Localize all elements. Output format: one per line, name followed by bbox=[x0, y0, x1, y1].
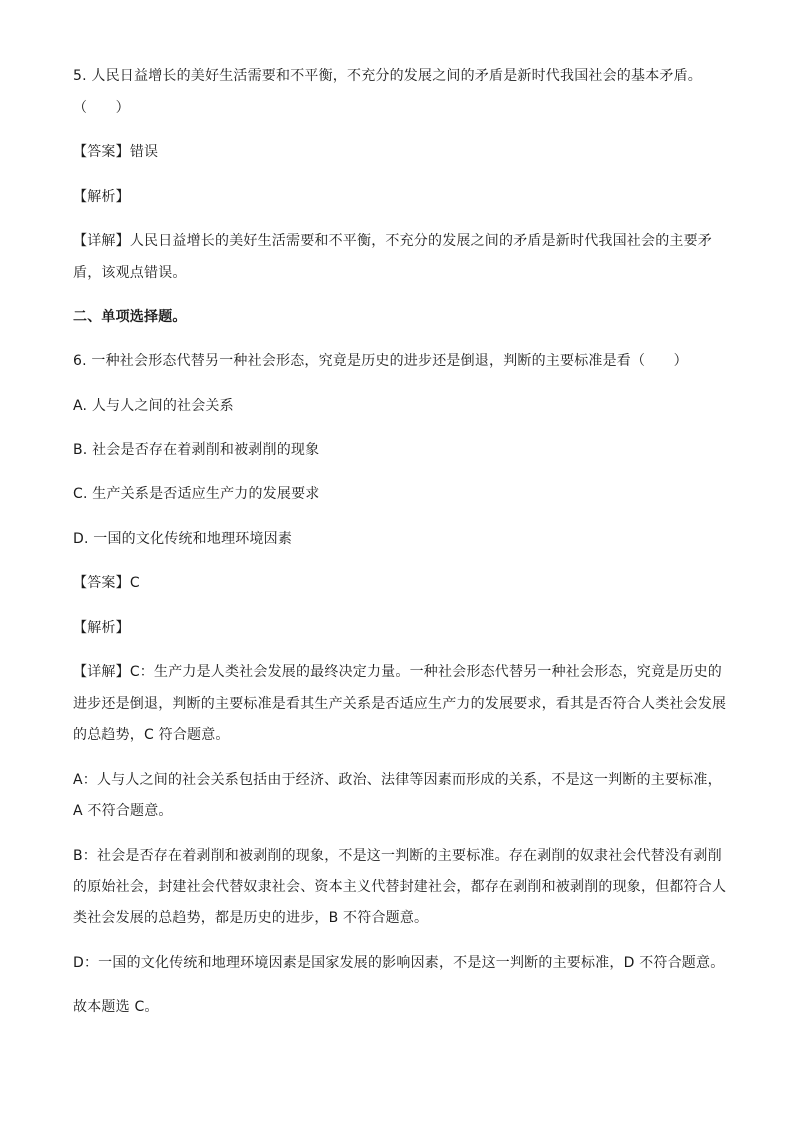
q6-stem: 6. 一种社会形态代替另一种社会形态，究竟是历史的进步还是倒退，判断的主要标准是看（ ） bbox=[73, 353, 688, 369]
detail-label: 【详解】 bbox=[73, 664, 130, 680]
section-title: 二、单项选择题。 bbox=[73, 309, 187, 325]
q6-detail-a-line-1: A：人与人之间的社会关系包括由于经济、政治、法律等因素而形成的关系，不是这一判断的主要标准， bbox=[73, 772, 722, 788]
q6-detail-b-line-2: 的原始社会，封建社会代替奴隶社会、资本主义代替封建社会，都存在剥削和被剥削的现象，但都符合人 bbox=[73, 879, 727, 895]
q6-detail-b-line-3: 类社会发展的总趋势，都是历史的进步，B 不符合题意。 bbox=[73, 910, 429, 926]
q5-analysis-label: 【解析】 bbox=[73, 189, 130, 205]
q6-detail-c-line-1 bbox=[73, 662, 722, 682]
answer-value: C bbox=[129, 575, 140, 591]
q6-detail-d-line: D：一国的文化传统和地理环境因素是国家发展的影响因素，不是这一判断的主要标准，D 不符合题意。 bbox=[73, 955, 725, 971]
q6-detail-a-line-2: A 不符合题意。 bbox=[73, 803, 173, 819]
detail-text: 人民日益增长的美好生活需要和不平衡，不充分的发展之间的矛盾是新时代我国社会的主要矛 bbox=[129, 233, 713, 249]
answer-label: 【答案】 bbox=[73, 575, 130, 591]
q6-conclusion: 故本题选 C。 bbox=[73, 999, 159, 1015]
q5-detail-line-1 bbox=[73, 231, 712, 251]
q5-stem: 5. 人民日益增长的美好生活需要和不平衡，不充分的发展之间的矛盾是新时代我国社会的基本矛盾。 bbox=[73, 68, 703, 84]
q5-detail-line-2: 盾，该观点错误。 bbox=[73, 265, 187, 281]
answer-label: 【答案】 bbox=[73, 144, 130, 160]
q5-answer bbox=[73, 142, 158, 162]
q5-blank: （ ） bbox=[73, 100, 130, 116]
answer-value: 错误 bbox=[129, 144, 159, 160]
q6-detail-c-line-2: 进步还是倒退，判断的主要标准是看其生产关系是否适应生产力的发展要求，看其是否符合人类社会发展 bbox=[73, 696, 727, 712]
q6-detail-b-line-1: B：社会是否存在着剥削和被剥削的现象，不是这一判断的主要标准。存在剥削的奴隶社会代替没有剥削 bbox=[73, 848, 722, 864]
q6-analysis-label: 【解析】 bbox=[73, 620, 130, 636]
q6-answer bbox=[73, 573, 140, 593]
q6-option-a: A. 人与人之间的社会关系 bbox=[73, 398, 234, 414]
q6-option-d: D. 一国的文化传统和地理环境因素 bbox=[73, 531, 293, 547]
q6-option-c: C. 生产关系是否适应生产力的发展要求 bbox=[73, 486, 320, 502]
detail-text: C：生产力是人类社会发展的最终决定力量。一种社会形态代替另一种社会形态，究竟是历史的 bbox=[129, 664, 722, 680]
detail-label: 【详解】 bbox=[73, 233, 130, 249]
q6-option-b: B. 社会是否存在着剥削和被剥削的现象 bbox=[73, 442, 320, 458]
q6-detail-c-line-3: 的总趋势，C 符合题意。 bbox=[73, 727, 230, 743]
